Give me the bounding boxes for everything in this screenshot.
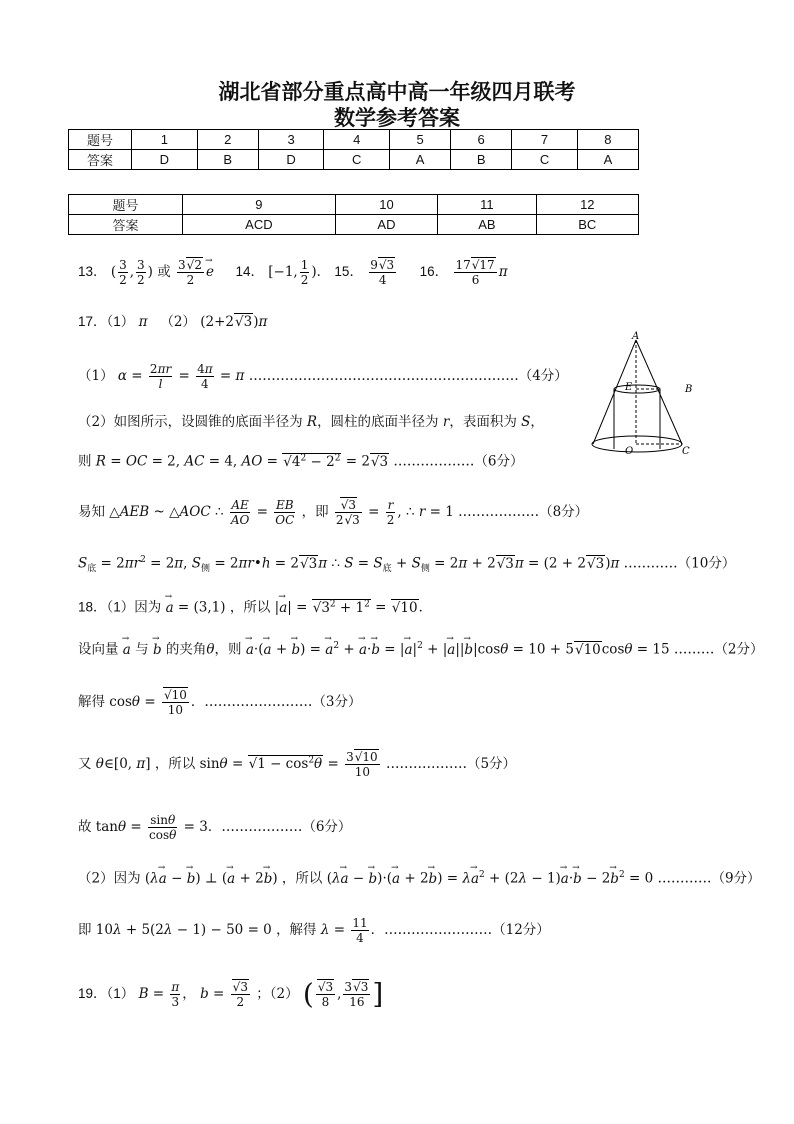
answer-line-18-4: 又 θ∈[0, π] ，所以 sinθ = √ $1 - \cos^2\theta$ = $\frac{3√ 10}{10}$ ………………（5分） bbox=[78, 750, 516, 779]
label-e: E bbox=[625, 382, 633, 393]
q15-label: 15． bbox=[334, 264, 363, 279]
table-cell: C bbox=[512, 150, 578, 170]
text-segment: 的夹角 bbox=[165, 641, 207, 658]
text-segment: 即 bbox=[78, 922, 92, 938]
q18-label: 18．（1）因为 bbox=[78, 599, 162, 615]
table-row bbox=[69, 215, 639, 235]
q13-or: 或 bbox=[157, 264, 171, 280]
text-segment: ，圆柱的底面半径为 bbox=[317, 414, 439, 430]
table-cell: 3 bbox=[258, 130, 324, 150]
answer-line-18-1: 18．（1）因为 → a = (3,1) ，所以 |→ a| = √ $3^2 + 1^2$ = √ 10． bbox=[78, 594, 432, 618]
table-cell: 6 bbox=[451, 130, 512, 150]
q19-part2-label: ；（2） bbox=[256, 986, 299, 1002]
answer-line-18-2: 设向量 → a 与 → b 的夹角θ，则 → a·(→ a + → b) = → $a^2$ + → a·→ b = |→ $a|^2$ + |→ a||→ b|cosθ = 10 + 5√ 10cosθ = 15 ………（2分） bbox=[78, 636, 763, 660]
text-segment: ，解得 bbox=[276, 922, 317, 938]
table-cell: ACD bbox=[183, 215, 336, 235]
table-cell: 1 bbox=[132, 130, 198, 150]
table-cell: 4 bbox=[324, 130, 390, 150]
q16-label: 16． bbox=[419, 264, 449, 279]
table-cell: AD bbox=[335, 215, 437, 235]
table-cell: B bbox=[197, 150, 258, 170]
q19-label: 19．（1） bbox=[78, 986, 135, 1001]
cone-cylinder-figure bbox=[585, 330, 695, 462]
table-cell: 2 bbox=[197, 130, 258, 150]
answer-line-19: 19．（1） B = $\frac{\pi}{3}$ ， b = √ $\frac{3}{2}$ ；（2） ( √ $\frac{3}{8}$ , $\frac{3√ 3}{16}$ ] bbox=[78, 980, 383, 1009]
answer-line-17-1: （1） α = $\frac{2\pi r}{l}$ = $\frac{4\pi}{4}$ = π ……………………………………………………（4分） bbox=[78, 362, 568, 391]
answer-line-13-16: 13． ( $\frac{3}{2}$ , $\frac{3}{2}$ ) 或 $\frac{3√ 2}{2}$ → e 14． [−1, $\frac{1}{2}$ )． 15． $\frac{9√ 3}{4}$ 16． $\frac{17√ 17}{6}$ π bbox=[78, 258, 508, 287]
exam-subtitle: 数学参考答案 bbox=[334, 106, 460, 130]
table-cell: 10 bbox=[335, 195, 437, 215]
answer-line-17-4: 易知 △AEB ~ △AOC ∴ $\frac{AE}{AO}$ = $\frac{EB}{OC}$ ，即 √ $\frac{3}{2√ 3}$ = $\frac{r}{2}$ , ∴ r = 1 ………………（8分） bbox=[78, 498, 588, 527]
text-segment: 故 bbox=[78, 819, 92, 835]
answer-line-18-3: 解得 cosθ = √ $\frac{10}{10}$ ．……………………（3分） bbox=[78, 688, 362, 717]
score-dots: …………（9分） bbox=[657, 870, 761, 887]
row-header-label: 题号 bbox=[69, 195, 183, 215]
label-a: A bbox=[632, 331, 640, 342]
label-c: C bbox=[682, 446, 690, 457]
table-cell: 5 bbox=[390, 130, 451, 150]
label-b: B bbox=[685, 384, 693, 395]
table-row bbox=[69, 150, 639, 170]
q17-1-label: （1） bbox=[78, 368, 114, 384]
text-segment: 设向量 bbox=[78, 641, 119, 658]
score-dots: ……………………（12分） bbox=[384, 922, 550, 938]
answer-line-17: 17．（1） π （2） (2+2√ 3)π bbox=[78, 312, 267, 332]
text-segment: ，则 bbox=[214, 641, 242, 658]
score-dots: ……………………（3分） bbox=[204, 694, 362, 710]
text-segment: 易知 bbox=[78, 504, 105, 520]
table-cell: 9 bbox=[183, 195, 336, 215]
table-cell: 12 bbox=[536, 195, 638, 215]
answer-line-17-3: 则 R = OC = 2, AC = 4, AO = √ $4^2 - 2^2 = 2√$ 3 ………………（6分） bbox=[78, 448, 524, 472]
q14-label: 14． bbox=[235, 264, 264, 279]
answer-table-1 bbox=[68, 129, 639, 170]
answer-table-2 bbox=[68, 194, 639, 235]
table-cell: AB bbox=[438, 215, 536, 235]
q17-part2-label: （2） bbox=[160, 314, 196, 330]
table-cell: C bbox=[324, 150, 390, 170]
score-dots: …………（10分） bbox=[623, 555, 736, 572]
score-dots: ………………（5分） bbox=[385, 756, 517, 772]
answer-line-18-5: 故 tanθ = $\frac{\sin\theta}{\cos\theta}$ = 3．………………（6分） bbox=[78, 813, 352, 842]
text-segment: ，所以 bbox=[154, 756, 196, 772]
text-segment: 又 bbox=[78, 756, 92, 772]
text-segment: （2）如图所示，设圆锥的底面半径为 bbox=[78, 414, 303, 430]
exam-title: 湖北省部分重点高中高一年级四月联考 bbox=[218, 80, 576, 104]
text-segment: （2）因为 bbox=[78, 870, 141, 887]
score-dots: ………………（6分） bbox=[393, 453, 524, 470]
answer-line-18-6: （2）因为 (λ→ a − → b) ⊥ (→ a + 2→ b) ，所以 (λ→ a − → $b)\cdot(\to a + 2\to b) = \lambda\to a^2 + (2\lambda - 1)\to a\cdot\to b - 2\to b^2 = 0$ …………（9分） bbox=[78, 865, 761, 889]
table-cell: 8 bbox=[577, 130, 638, 150]
table-row bbox=[69, 130, 639, 150]
text-segment: ，所以 bbox=[229, 599, 271, 616]
table-row bbox=[69, 195, 639, 215]
text-segment: ， bbox=[530, 414, 544, 430]
table-cell: A bbox=[577, 150, 638, 170]
table-cell: 7 bbox=[512, 130, 578, 150]
answer-line-18-7: 即 10λ + 5(2λ − 1) − 50 = 0 ，解得 λ = $\frac{11}{4}$ ．……………………（12分） bbox=[78, 916, 550, 945]
text-segment: 则 bbox=[78, 453, 92, 470]
label-o: O bbox=[625, 446, 634, 457]
score-dots: ……………………………………………………（4分） bbox=[248, 368, 568, 384]
table-cell: B bbox=[451, 150, 512, 170]
text-segment: 解得 bbox=[78, 694, 105, 710]
table-cell: D bbox=[258, 150, 324, 170]
answer-line-17-5: $S_底 = 2\pi r^2 = 2\pi$, $S_侧$ = 2πr•h = 2√ 3π ∴ $S = S_底 + S_侧 = 2\pi + 2√$ 3π = (2 + 2√ 3)π …………（10分） bbox=[78, 550, 735, 579]
table-cell: 11 bbox=[438, 195, 536, 215]
answer-line-17-2: （2）如图所示，设圆锥的底面半径为 R，圆柱的底面半径为 r，表面积为 S， bbox=[78, 414, 544, 430]
q13-label: 13． bbox=[78, 264, 107, 279]
text-segment: ，所以 bbox=[281, 870, 323, 887]
q17-label: 17．（1） bbox=[78, 314, 135, 329]
table-cell: A bbox=[390, 150, 451, 170]
score-dots: ………………（6分） bbox=[221, 819, 352, 835]
row-answer-label: 答案 bbox=[69, 215, 183, 235]
text-segment: ，表面积为 bbox=[449, 414, 517, 430]
score-dots: ………………（8分） bbox=[458, 504, 589, 520]
row-answer-label: 答案 bbox=[69, 150, 132, 170]
text-segment: 与 bbox=[135, 641, 149, 658]
score-dots: ………（2分） bbox=[673, 641, 764, 658]
row-header-label: 题号 bbox=[69, 130, 132, 150]
table-cell: D bbox=[132, 150, 198, 170]
table-cell: BC bbox=[536, 215, 638, 235]
text-segment: ，即 bbox=[301, 504, 329, 520]
